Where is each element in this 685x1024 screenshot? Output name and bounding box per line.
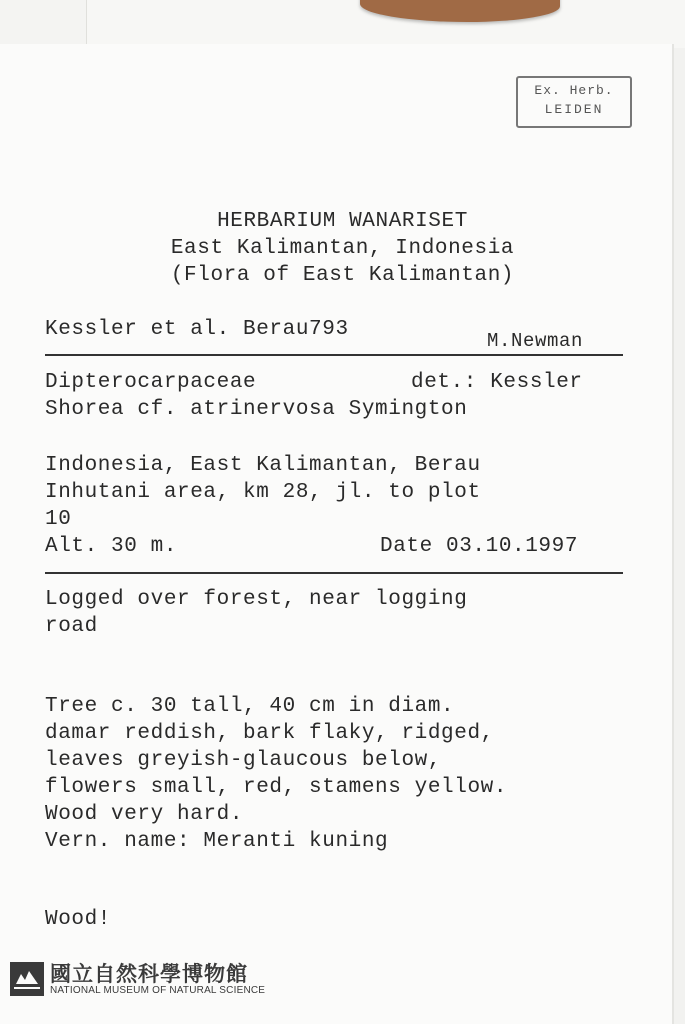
description-line-1: Tree c. 30 tall, 40 cm in diam. [45, 695, 455, 718]
locality-line-3: 10 [45, 508, 72, 531]
altitude: Alt. 30 m. [45, 535, 178, 558]
description-line-5: Wood very hard. [45, 803, 244, 826]
collection-date: Date 03.10.1997 [380, 535, 579, 558]
vernacular-name: Vern. name: Meranti kuning [45, 830, 389, 853]
flora-line: (Flora of East Kalimantan) [170, 264, 515, 287]
museum-logo-icon [10, 962, 44, 996]
museum-name-english: NATIONAL MUSEUM OF NATURAL SCIENCE [50, 985, 266, 996]
species-name: Shorea cf. atrinervosa Symington [45, 398, 468, 421]
collector-number: Kessler et al. Berau793 [45, 318, 349, 341]
locality-line-2: Inhutani area, km 28, jl. to plot [45, 481, 481, 504]
wood-note: Wood! [45, 908, 112, 931]
herbarium-sheet [0, 0, 685, 48]
locality-line-1: Indonesia, East Kalimantan, Berau [45, 454, 481, 477]
determiner: det.: Kessler [411, 371, 583, 394]
herbarium-title: HERBARIUM WANARISET [217, 210, 468, 233]
region-line: East Kalimantan, Indonesia [170, 237, 515, 260]
description-line-2: damar reddish, bark flaky, ridged, [45, 722, 494, 745]
divider-1 [45, 354, 623, 356]
description-line-4: flowers small, red, stamens yellow. [45, 776, 508, 799]
divider-2 [45, 572, 623, 574]
family-name: Dipterocarpaceae [45, 371, 257, 394]
museum-name-chinese: 國立自然科學博物館 [50, 962, 248, 986]
specimen-label [0, 44, 674, 1024]
ex-herb-leiden-stamp: Ex. Herb. LEIDEN [516, 76, 632, 128]
habitat-line-2: road [45, 615, 98, 638]
habitat-line-1: Logged over forest, near logging [45, 588, 468, 611]
additional-collector: M.Newman [487, 330, 584, 352]
description-line-3: leaves greyish-glaucous below, [45, 749, 442, 772]
